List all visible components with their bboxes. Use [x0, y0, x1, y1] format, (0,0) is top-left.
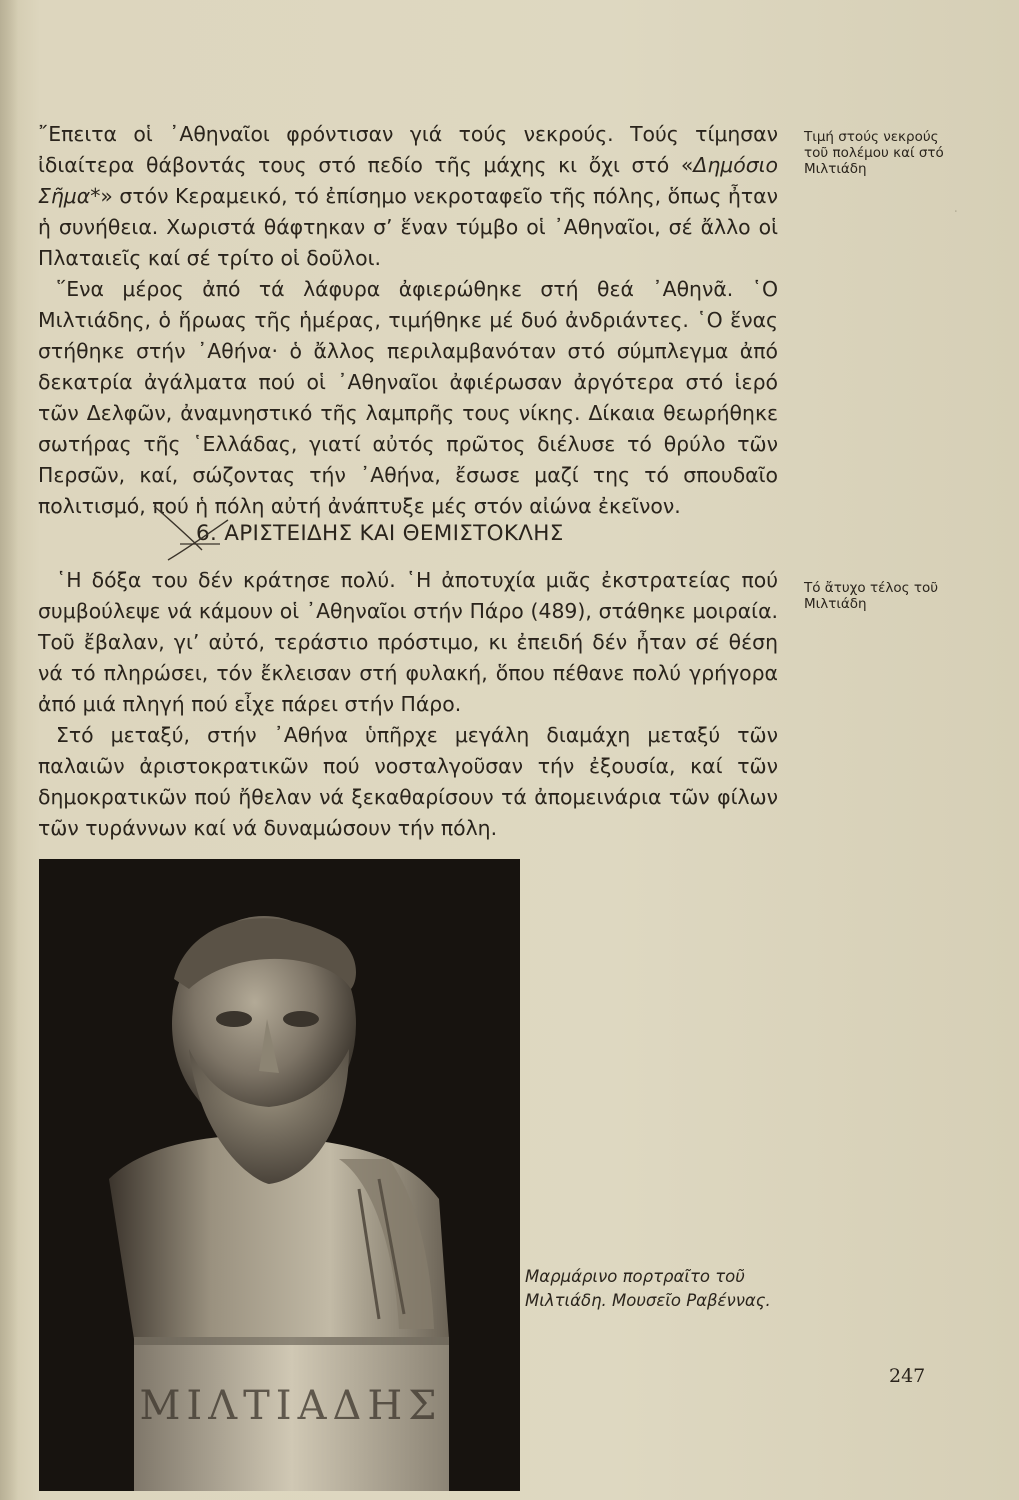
body-text-top — [38, 119, 778, 522]
section-heading — [196, 521, 564, 546]
bust-inscription: ΜΙΛΤΙΑΔΗΣ — [139, 1383, 443, 1429]
demosio-sema-term: Δημόσιο Σῆμα* — [38, 153, 778, 208]
margin-note-fate: Τό ἄτυχο τέλος τοῦ Μιλτιάδη — [804, 580, 939, 612]
paragraph-3: ῾Η δόξα του δέν κράτησε πολύ. ῾Η ἀποτυχία μιᾶς ἐκστρατείας πού συμβούλεψε νά κάμουν οἱ ᾿Αθηναῖοι στήν Πάρο (489), στάθηκε μοιραία. Τοῦ ἔβαλαν, γι’ αὐτό, τεράστιο πρόστιμο, κι ἐπειδή δέν ἦταν σέ θέση νά τό πληρώσει, τόν ἔκλεισαν στή φυλακή, ὅπου πέθανε πολύ γρήγορα ἀπό μιά πληγή πού εἶχε πάρει στήν Πάρο. — [38, 568, 778, 716]
paragraph-2: ῞Ενα μέρος ἀπό τά λάφυρα ἀφιερώθηκε στή θεά ᾿Αθηνᾶ. ῾Ο Μιλτιάδης, ὁ ἥρωας τῆς ἡμέρας, τιμήθηκε μέ δυό ἀνδριάντες. ῾Ο ἕνας στήθηκε στήν ᾿Αθήνα· ὁ ἄλλος περιλαμβανόταν στό σύμπλεγμα ἀπό δεκατρία ἀγάλματα πού οἱ ᾿Αθηναῖοι ἀφιέρωσαν ἀργότερα στό ἱερό τῶν Δελφῶν, ἀναμνηστικό τῆς λαμπρῆς τους νίκης. Δίκαια θεωρήθηκε σωτήρας τῆς ῾Ελλάδας, γιατί αὐτός πρῶτος διέλυσε τό θρύλο τῶν Περσῶν, καί, σώζοντας τήν ᾿Αθήνα, ἔσωσε μαζί της τό σπουδαῖο πολιτισμό, πού ἡ πόλη αὐτή ἀνάπτυξε μές στόν αἰώνα ἐκεῖνον. — [38, 277, 778, 518]
section-heading-text: 6. ΑΡΙΣΤΕΙΔΗΣ ΚΑΙ ΘΕΜΙΣΤΟΚΛΗΣ — [196, 521, 564, 546]
page-number: 247 — [889, 1365, 926, 1387]
page-spine-shadow — [0, 0, 18, 1500]
margin-note-honors: Τιμή στούς νεκρούς τοῦ πολέμου καί στό Μιλτιάδη — [804, 129, 944, 177]
pencil-mark-icon — [150, 500, 240, 570]
body-text-bottom — [38, 565, 778, 844]
paragraph-1: ῎Επειτα οἱ ᾿Αθηναῖοι φρόντισαν γιά τούς νεκρούς. Τούς τίμησαν ἰδιαίτερα θάβοντάς τους στό πεδίο τῆς μάχης κι ὄχι στό «Δημόσιο Σῆμα*» στόν Κεραμεικό, τό ἐπίσημο νεκροταφεῖο τῆς πόλης, ὅπως ἦταν ἡ συνήθεια. Χωριστά θάφτηκαν σ’ ἕναν τύμβο οἱ ᾿Αθηναῖοι, σέ ἄλλο οἱ Πλαταιεῖς καί σέ τρίτο οἱ δοῦλοι. — [38, 122, 778, 270]
miltiades-bust-photo — [39, 859, 520, 1491]
marble-bust-image — [39, 859, 520, 1491]
paragraph-4: Στό μεταξύ, στήν ᾿Αθήνα ὑπῆρχε μεγάλη διαμάχη μεταξύ τῶν παλαιῶν ἀριστοκρατικῶν πού νοσταλγοῦσαν τήν ἐξουσία, καί τῶν δημοκρατικῶν πού ἤθελαν νά ξεκαθαρίσουν τά ἀπομεινάρια τῶν φίλων τῶν τυράννων καί νά δυναμώσουν τήν πόλη. — [38, 723, 778, 840]
bleed-through-text: · — [953, 204, 958, 220]
figure-caption: Μαρμάρινο πορτραῖτο τοῦ Μιλτιάδη. Μουσεῖο Ραβέννας. — [525, 1267, 771, 1310]
